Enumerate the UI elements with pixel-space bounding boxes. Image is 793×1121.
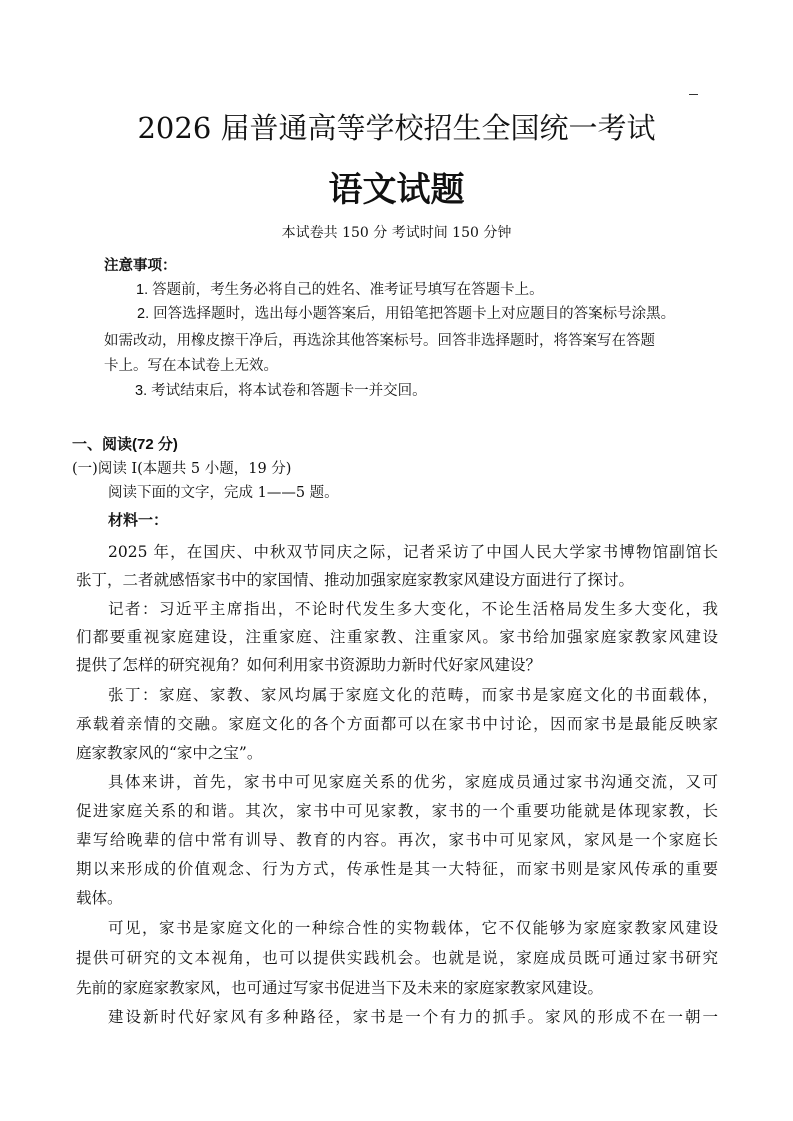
note-line: 卡上。写在本试卷上无效。 — [104, 358, 278, 374]
passage-line: 承载着亲情的交融。家庭文化的各个方面都可以在家书中讨论，因而家书是最能反映家 — [76, 715, 718, 733]
note-line: 如需改动，用橡皮擦干净后，再选涂其他答案标号。回答非选择题时，将答案写在答题 — [104, 333, 655, 349]
exam-title: 2026 届普通高等学校招生全国统一考试 — [137, 111, 656, 145]
passage-line: 期以来形成的价值观念、行为方式，传承性是其一大特征，而家书则是家风传承的重要 — [76, 860, 718, 878]
passage-line: 提供了怎样的研究视角？如何利用家书资源助力新时代好家风建设？ — [76, 656, 542, 674]
exam-info: 本试卷共 150 分 考试时间 150 分钟 — [281, 225, 512, 241]
passage-line: 建设新时代好家风有多种路径，家书是一个有力的抓手。家风的形成不在一朝一 — [108, 1008, 718, 1026]
corner-mark — [689, 94, 698, 95]
passage-line: 辈写给晚辈的信中常有训导、教育的内容。再次，家书中可见家风，家风是一个家庭长 — [76, 831, 718, 849]
passage-line: 载体。 — [76, 889, 123, 907]
section-heading: 一、阅读(72 分) — [72, 436, 178, 453]
note-line: 1. 答题前，考生务必将自己的姓名、准考证号填写在答题卡上。 — [136, 282, 544, 298]
notes-heading: 注意事项： — [104, 258, 177, 274]
subsection-heading: (一)阅读 Ⅰ(本题共 5 小题，19 分) — [72, 461, 292, 477]
passage-line: 提供可研究的文本视角，也可以提供实践机会。也就是说，家庭成员既可通过家书研究 — [76, 949, 718, 967]
passage-line: 们都要重视家庭建设，注重家庭、注重家教、注重家风。家书给加强家庭家教家风建设 — [76, 628, 718, 646]
subject-title: 语文试题 — [328, 170, 465, 210]
passage-line: 2025 年，在国庆、中秋双节同庆之际，记者采访了中国人民大学家书博物馆副馆长 — [108, 543, 718, 561]
passage-line: 具体来讲，首先，家书中可见家庭关系的优劣，家庭成员通过家书沟通交流，又可 — [108, 773, 718, 791]
material-label: 材料一： — [108, 512, 169, 529]
passage-line: 记者：习近平主席指出，不论时代发生多大变化，不论生活格局发生多大变化，我 — [108, 600, 718, 618]
instruction: 阅读下面的文字，完成 1——5 题。 — [108, 485, 339, 501]
passage-line: 庭家教家风的“家中之宝”。 — [76, 744, 263, 762]
note-line: 2. 回答选择题时，选出每小题答案后，用铅笔把答题卡上对应题目的答案标号涂黑。 — [137, 306, 676, 322]
note-line: 3. 考试结束后，将本试卷和答题卡一并交回。 — [135, 383, 427, 399]
passage-line: 张丁：家庭、家教、家风均属于家庭文化的范畴，而家书是家庭文化的书面载体， — [108, 686, 718, 704]
passage-line: 先前的家庭家教家风，也可通过写家书促进当下及未来的家庭家教家风建设。 — [76, 979, 604, 997]
passage-line: 张丁，二者就感悟家书中的家国情、推动加强家庭家教家风建设方面进行了探讨。 — [76, 571, 635, 589]
passage-line: 促进家庭关系的和谐。其次，家书中可见家教，家书的一个重要功能就是体现家教，长 — [76, 802, 718, 820]
passage-line: 可见，家书是家庭文化的一种综合性的实物载体，它不仅能够为家庭家教家风建设 — [108, 919, 718, 937]
